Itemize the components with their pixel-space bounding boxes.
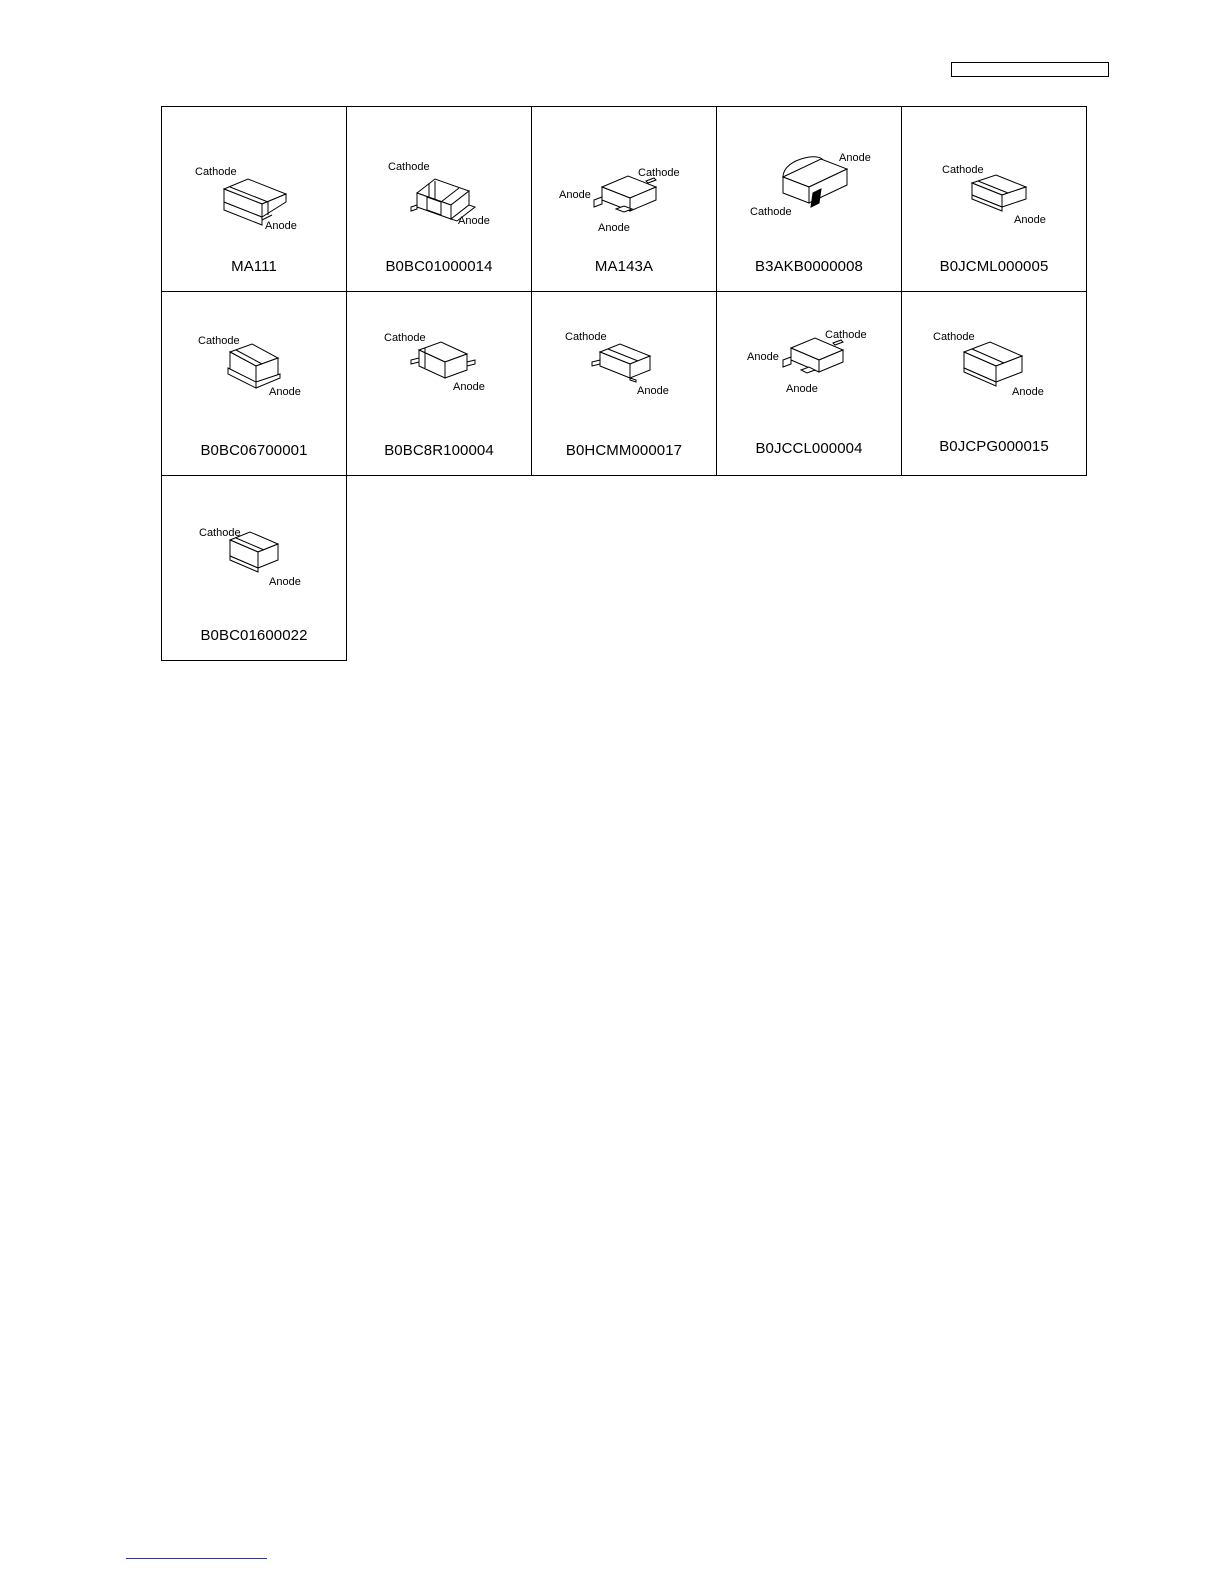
anode-label: Anode <box>269 576 301 588</box>
cathode-label: Cathode <box>750 206 792 218</box>
part-number-label: B0HCMM000017 <box>565 442 683 459</box>
anode-label: Anode <box>747 351 779 363</box>
cathode-label: Cathode <box>638 167 680 179</box>
footer-link-underline <box>126 1558 267 1559</box>
anode-label: Anode <box>453 381 485 393</box>
part-cell-b0bc01600022 <box>161 475 347 661</box>
part-cell-b0jccl000004 <box>716 291 902 476</box>
part-number-label: B0JCML000005 <box>939 258 1049 275</box>
part-cell-b0bc01000014 <box>346 106 532 292</box>
anode-label: Anode <box>1014 214 1046 226</box>
anode-label: Anode <box>637 385 669 397</box>
part-cell-b3akb0000008 <box>716 106 902 292</box>
part-cell-b0jcpg000015 <box>901 291 1087 476</box>
cathode-label: Cathode <box>825 329 867 341</box>
part-number-label: B0BC01600022 <box>200 627 308 644</box>
part-number-label: B0BC8R100004 <box>384 442 494 459</box>
cathode-label: Cathode <box>933 331 975 343</box>
cathode-label: Cathode <box>388 161 430 173</box>
part-cell-b0hcmm000017 <box>531 291 717 476</box>
part-cell-b0jcml000005 <box>901 106 1087 292</box>
part-number-label: B0BC01000014 <box>385 258 493 275</box>
model-number-box <box>951 62 1109 77</box>
anode-label: Anode <box>458 215 490 227</box>
anode-label: Anode <box>265 220 297 232</box>
part-number-label: B0JCCL000004 <box>755 440 863 457</box>
cathode-label: Cathode <box>384 332 426 344</box>
part-number-label: B0JCPG000015 <box>939 438 1049 455</box>
cathode-label: Cathode <box>199 527 241 539</box>
part-cell-b0bc8r100004 <box>346 291 532 476</box>
part-number-label: MA143A <box>594 258 654 275</box>
cathode-label: Cathode <box>198 335 240 347</box>
cathode-label: Cathode <box>195 166 237 178</box>
anode-label: Anode <box>786 383 818 395</box>
part-number-label: MA111 <box>231 258 277 275</box>
anode-label: Anode <box>269 386 301 398</box>
cathode-label: Cathode <box>565 331 607 343</box>
anode-label: Anode <box>598 222 630 234</box>
part-number-label: B0BC06700001 <box>200 442 308 459</box>
anode-label: Anode <box>559 189 591 201</box>
part-cell-ma111 <box>161 106 347 292</box>
cathode-label: Cathode <box>942 164 984 176</box>
anode-label: Anode <box>839 152 871 164</box>
part-cell-b0bc06700001 <box>161 291 347 476</box>
anode-label: Anode <box>1012 386 1044 398</box>
part-cell-ma143a <box>531 106 717 292</box>
part-number-label: B3AKB0000008 <box>755 258 863 275</box>
